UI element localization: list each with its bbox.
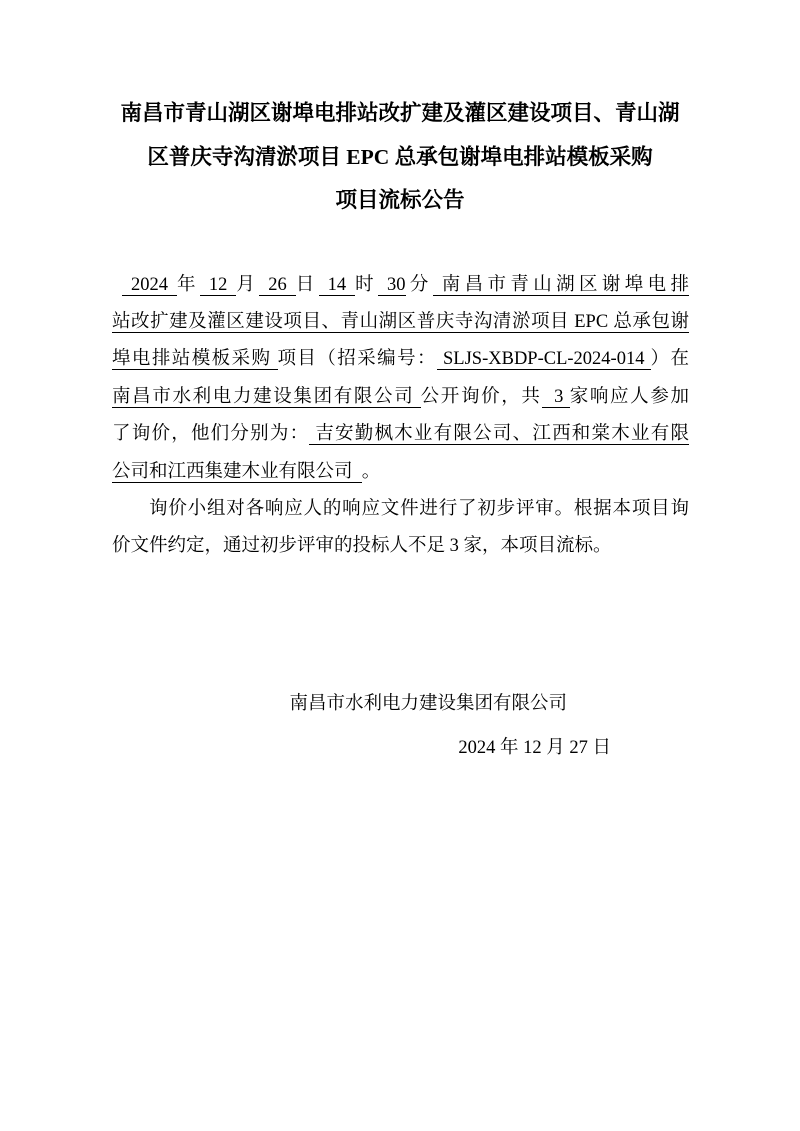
paragraph-line: [112, 454, 689, 491]
paragraph-line: [112, 416, 689, 453]
title-line: 区普庆寺沟清淤项目 EPC 总承包谢埠电排站模板采购: [147, 144, 653, 169]
paragraph-inquiry-result: [112, 267, 689, 491]
blank-filled-text: 南昌市水利电力建设集团有限公司: [112, 386, 421, 407]
paragraph-line: [112, 528, 689, 565]
paragraph-review-result: [112, 491, 689, 566]
text-segment: 公开询价，共: [420, 386, 542, 407]
text-segment: 了询价，他们分别为：: [112, 424, 310, 445]
blank-filled-text: 30: [378, 274, 406, 295]
signature-company: 南昌市水利电力建设集团有限公司: [289, 693, 567, 714]
text-segment: 项目（招采编号：: [277, 349, 437, 370]
text-segment: 。: [361, 461, 381, 482]
text-segment: ）在: [650, 349, 689, 370]
text-segment: 月: [236, 274, 260, 295]
paragraph-line: [112, 341, 689, 378]
title-line: 南昌市青山湖区谢埠电排站改扩建及灌区建设项目、青山湖: [120, 101, 680, 125]
paragraph-line: [112, 304, 689, 341]
paragraph-line: [112, 491, 689, 528]
blank-filled-text: 南昌市青山湖区谢埠电排: [432, 274, 689, 295]
text-segment: 日: [295, 274, 319, 295]
blank-filled-text: 12: [199, 274, 237, 295]
paragraph-line: [112, 379, 689, 416]
title-line: 项目流标公告: [335, 188, 465, 212]
blank-filled-text: 26: [259, 274, 296, 295]
blank-filled-text: 14: [318, 274, 356, 295]
blank-filled-text: 吉安勤枫木业有限公司、江西和棠木业有限: [309, 424, 689, 445]
document-body: [112, 267, 689, 768]
blank-filled-text: SLJS-XBDP-CL-2024-014: [436, 349, 651, 370]
blank-filled-text: 公司和江西集建木业有限公司: [112, 461, 362, 482]
text-segment: 年: [177, 274, 200, 295]
paragraph-line: [112, 267, 689, 304]
signature-block: [112, 686, 689, 768]
text-segment: 价文件约定，通过初步评审的投标人不足 3 家，本项目流标。: [112, 536, 612, 557]
blank-filled-text: 埠电排站模板采购: [112, 349, 278, 370]
blank-filled-text: 3: [541, 386, 570, 407]
text-segment: 时: [355, 274, 378, 295]
text-segment: 询价小组对各响应人的响应文件进行了初步评审。根据本项目询: [149, 498, 689, 519]
text-segment: 分: [405, 274, 433, 295]
blank-filled-text: 2024: [122, 274, 177, 295]
text-segment: 家响应人参加: [569, 386, 689, 407]
signature-date: 2024 年 12 月 27 日: [458, 738, 611, 759]
blank-filled-text: 站改扩建及灌区建设项目、青山湖区普庆寺沟清淤项目 EPC 总承包谢: [112, 311, 689, 332]
document-title: [56, 0, 744, 223]
